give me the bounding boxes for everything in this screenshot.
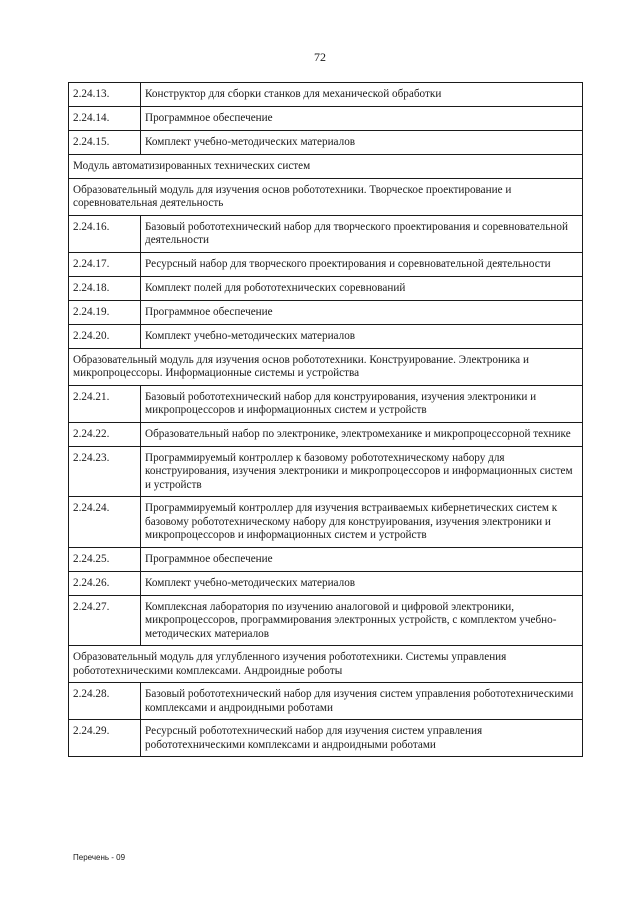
item-number: 2.24.18. [69,276,141,300]
table-row [69,446,583,497]
item-number: 2.24.29. [69,720,141,757]
section-row [69,178,583,215]
item-number: 2.24.27. [69,595,141,646]
section-title: Образовательный модуль для изучения основ робототехники. Творческое проектирование и соревновательная деятельность [69,178,583,215]
item-number: 2.24.28. [69,683,141,720]
item-description: Программное обеспечение [141,300,583,324]
table-row [69,720,583,757]
section-title: Образовательный модуль для изучения основ робототехники. Конструирование. Электроника и микропроцессоры. Информационные системы и устройства [69,348,583,385]
item-number: 2.24.16. [69,215,141,252]
item-number: 2.24.26. [69,571,141,595]
table-row [69,107,583,131]
item-number: 2.24.15. [69,131,141,155]
table-row [69,215,583,252]
table-row [69,252,583,276]
item-number: 2.24.22. [69,422,141,446]
table-row [69,276,583,300]
item-description: Программируемый контроллер к базовому робототехническому набору для конструирования, изучения электроники и микропроцессоров и информационных систем и устройств [141,446,583,497]
item-number: 2.24.25. [69,547,141,571]
table-row [69,83,583,107]
table-row [69,683,583,720]
section-row [69,646,583,683]
item-number: 2.24.14. [69,107,141,131]
section-title: Модуль автоматизированных технических систем [69,155,583,179]
table-row [69,300,583,324]
equipment-table [68,82,583,757]
item-description: Комплект полей для робототехнических соревнований [141,276,583,300]
item-number: 2.24.17. [69,252,141,276]
item-description: Программируемый контроллер для изучения встраиваемых кибернетических систем к базовому робототехническому набору для конструирования, изучения электроники и микропроцессоров и информационных систем и устройств [141,497,583,548]
item-description: Комплект учебно-методических материалов [141,131,583,155]
item-number: 2.24.23. [69,446,141,497]
table-row [69,595,583,646]
footer-label: Перечень - 09 [73,853,126,862]
item-number: 2.24.13. [69,83,141,107]
item-number: 2.24.21. [69,385,141,422]
equipment-table-body [69,83,583,757]
table-row [69,497,583,548]
item-description: Комплект учебно-методических материалов [141,571,583,595]
item-number: 2.24.24. [69,497,141,548]
item-number: 2.24.19. [69,300,141,324]
item-description: Конструктор для сборки станков для механической обработки [141,83,583,107]
table-row [69,547,583,571]
item-description: Программное обеспечение [141,547,583,571]
table-row [69,422,583,446]
table-row [69,385,583,422]
section-row [69,155,583,179]
page-number: 72 [314,50,326,64]
item-description: Образовательный набор по электронике, электромеханике и микропроцессорной технике [141,422,583,446]
item-number: 2.24.20. [69,324,141,348]
item-description: Комплект учебно-методических материалов [141,324,583,348]
table-row [69,324,583,348]
section-title: Образовательный модуль для углубленного изучения робототехники. Системы управления робототехническими комплексами. Андроидные роботы [69,646,583,683]
table-row [69,571,583,595]
item-description: Ресурсный робототехнический набор для изучения систем управления робототехническими комплексами и андроидными роботами [141,720,583,757]
item-description: Базовый робототехнический набор для конструирования, изучения электроники и микропроцессоров и информационных систем и устройств [141,385,583,422]
table-row [69,131,583,155]
item-description: Комплексная лаборатория по изучению аналоговой и цифровой электроники, микропроцессоров, программирования электронных устройств, с комплектом учебно-методических материалов [141,595,583,646]
item-description: Базовый робототехнический набор для изучения систем управления робототехническими комплексами и андроидными роботами [141,683,583,720]
item-description: Базовый робототехнический набор для творческого проектирования и соревновательной деятельности [141,215,583,252]
item-description: Ресурсный набор для творческого проектирования и соревновательной деятельности [141,252,583,276]
section-row [69,348,583,385]
item-description: Программное обеспечение [141,107,583,131]
